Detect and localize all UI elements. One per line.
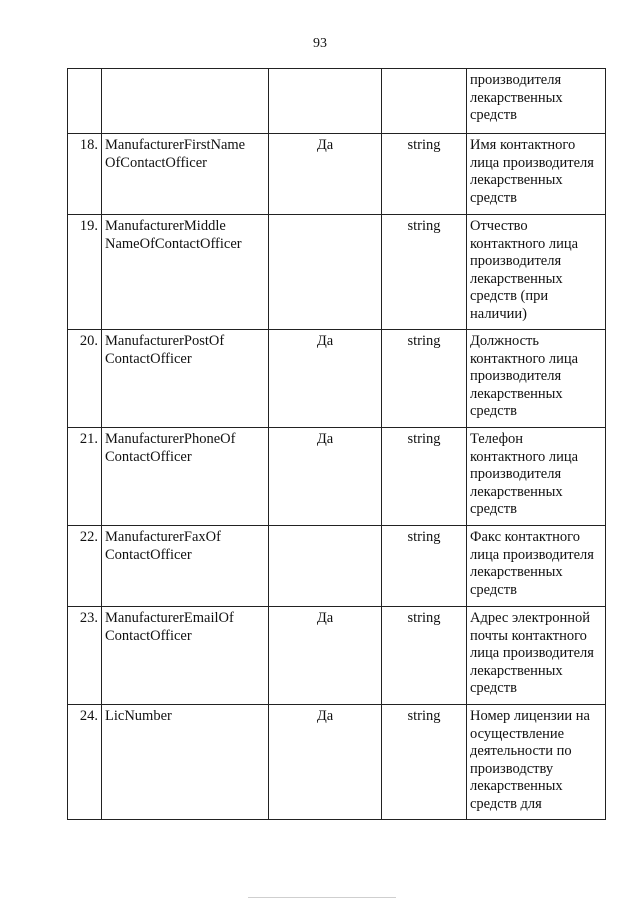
description-line: лекарственных (470, 483, 563, 500)
description-line: Номер лицензии на (470, 708, 590, 724)
description-cell (467, 69, 606, 134)
field-name-line: LicNumber (105, 708, 172, 724)
required-cell: Да (269, 705, 382, 820)
description-line: средств (470, 403, 517, 419)
required-cell: Да (269, 428, 382, 526)
description-line: средств (470, 501, 517, 517)
type-cell: string (382, 526, 467, 607)
type-cell: string (382, 330, 467, 428)
description-line: лекарственных (470, 270, 563, 287)
description-line: контактного лица (470, 235, 579, 252)
field-name-line: ContactOfficer (105, 546, 192, 563)
table-body (68, 69, 606, 820)
field-name-cell (102, 705, 269, 820)
field-name-cell (102, 526, 269, 607)
type-cell: string (382, 134, 467, 215)
field-name-line: ManufacturerPostOf (105, 333, 225, 349)
table-row (68, 69, 606, 134)
description-line: Отчество (470, 218, 528, 234)
type-cell (382, 69, 467, 134)
description-line: производству (470, 760, 554, 777)
description-cell (467, 526, 606, 607)
description-line: почты контактного (470, 627, 587, 644)
page-number: 93 (313, 36, 327, 51)
description-line: лекарственных (470, 172, 563, 188)
table-row (68, 526, 606, 607)
description-cell (467, 705, 606, 820)
field-name-line: ManufacturerMiddle (105, 218, 226, 234)
field-name-line: NameOfContactOfficer (105, 235, 242, 252)
description-line: деятельности по (470, 743, 572, 759)
type-cell: string (382, 607, 467, 705)
description-line: производителя (470, 368, 562, 384)
field-name-line: ManufacturerEmailOf (105, 610, 234, 626)
required-cell (269, 69, 382, 134)
row-number-cell: 23. (68, 607, 102, 705)
required-cell: Да (269, 607, 382, 705)
description-line: Факс контактного (470, 529, 580, 545)
field-name-line: ManufacturerFaxOf (105, 529, 221, 545)
field-name-cell (102, 215, 269, 330)
table-row (68, 330, 606, 428)
description-line: производителя (470, 253, 562, 269)
row-number-cell: 18. (68, 134, 102, 215)
description-line: средств (470, 107, 517, 123)
required-cell (269, 526, 382, 607)
field-name-line: ContactOfficer (105, 448, 192, 465)
field-name-cell (102, 330, 269, 428)
row-number-cell: 19. (68, 215, 102, 330)
table-row (68, 428, 606, 526)
row-number-cell: 20. (68, 330, 102, 428)
field-spec-table (67, 68, 606, 820)
field-name-cell (102, 69, 269, 134)
description-line: средств для (470, 795, 542, 812)
description-line: Телефон (470, 431, 523, 447)
description-line: лица производителя (470, 546, 594, 563)
description-line: наличии) (470, 305, 527, 322)
description-line: лекарственных (470, 385, 563, 402)
table-row (68, 215, 606, 330)
field-name-cell (102, 134, 269, 215)
required-cell: Да (269, 134, 382, 215)
field-name-line: ManufacturerFirstName (105, 137, 246, 153)
row-number-cell: 24. (68, 705, 102, 820)
required-cell (269, 215, 382, 330)
description-line: лекарственных (470, 564, 563, 580)
field-name-cell (102, 428, 269, 526)
description-cell (467, 134, 606, 215)
type-cell: string (382, 215, 467, 330)
field-name-cell (102, 607, 269, 705)
row-number-cell: 22. (68, 526, 102, 607)
description-cell (467, 428, 606, 526)
description-line: средств (470, 581, 517, 598)
description-line: лекарственных (470, 662, 563, 679)
description-line: контактного лица (470, 350, 579, 367)
field-name-line: OfContactOfficer (105, 154, 207, 171)
description-line: лекарственных (470, 89, 563, 106)
type-cell: string (382, 705, 467, 820)
description-line: лица производителя (470, 154, 594, 171)
field-name-line: ManufacturerPhoneOf (105, 431, 236, 447)
description-line: лица производителя (470, 645, 594, 661)
row-number-cell: 21. (68, 428, 102, 526)
description-cell (467, 330, 606, 428)
row-number-cell (68, 69, 102, 134)
description-line: средств (470, 189, 517, 206)
description-line: осуществление (470, 725, 565, 742)
description-line: средств (при (470, 288, 549, 304)
description-cell (467, 215, 606, 330)
table-row (68, 134, 606, 215)
description-line: средств (470, 680, 517, 696)
description-line: Должность (470, 333, 539, 349)
description-line: лекарственных (470, 778, 563, 794)
page-bottom-rule (248, 897, 396, 898)
description-line: контактного лица (470, 448, 579, 465)
type-cell: string (382, 428, 467, 526)
description-line: производителя (470, 72, 562, 88)
description-cell (467, 607, 606, 705)
description-line: Имя контактного (470, 137, 576, 153)
field-name-line: ContactOfficer (105, 627, 192, 644)
field-name-line: ContactOfficer (105, 350, 192, 367)
table-row (68, 607, 606, 705)
description-line: Адрес электронной (470, 610, 590, 626)
table-row (68, 705, 606, 820)
required-cell: Да (269, 330, 382, 428)
description-line: производителя (470, 466, 562, 482)
